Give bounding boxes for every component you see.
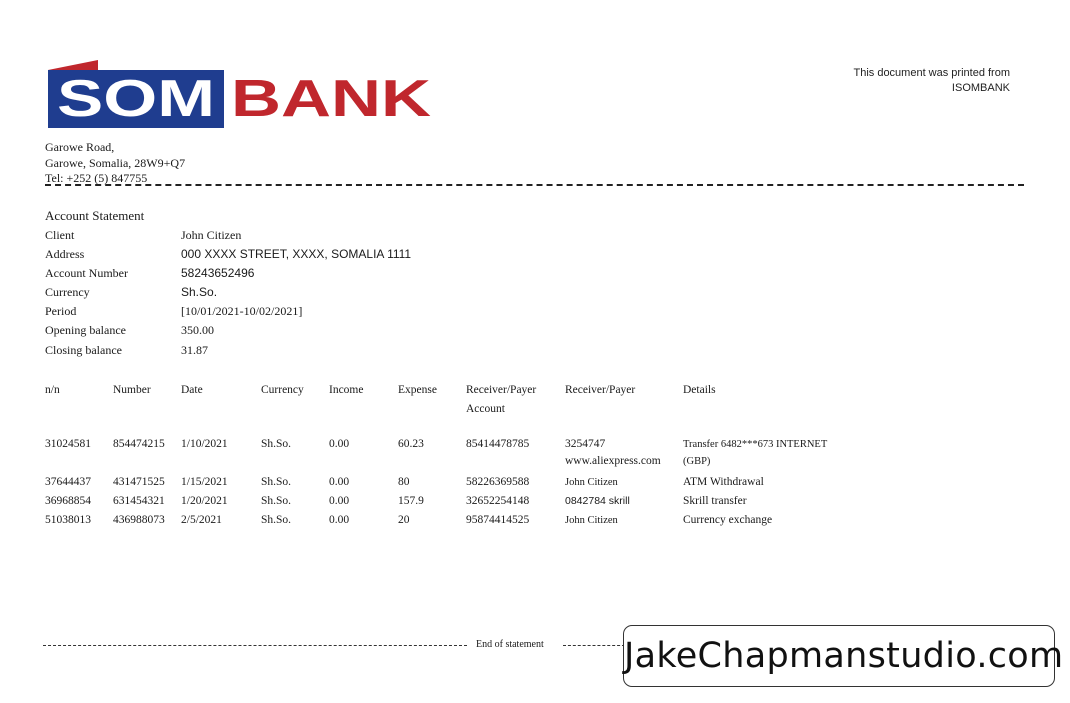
cell-details: Currency exchange (683, 514, 773, 526)
cell-payer: John Citizen (565, 515, 618, 526)
cell-expense: 60.23 (398, 438, 424, 450)
cell-account: 85414478785 (466, 438, 530, 450)
cell-number: 431471525 (113, 476, 165, 488)
sombank-logo (46, 58, 436, 130)
info-label: Closing balance (45, 343, 122, 357)
cell-payer-line2: www.aliexpress.com (565, 455, 661, 467)
cell-details: ATM Withdrawal (683, 476, 764, 488)
info-value: Sh.So. (181, 285, 218, 299)
cell-number: 631454321 (113, 495, 165, 507)
watermark-badge: JakeChapmanstudio.com (623, 625, 1055, 687)
address-tel: Tel: +252 (5) 847755 (45, 171, 148, 185)
cell-nn: 51038013 (45, 514, 91, 526)
col-header-expense: Expense (398, 384, 437, 396)
cell-income: 0.00 (329, 476, 350, 488)
cell-details-line1: Transfer 6482***673 INTERNET (683, 439, 828, 450)
info-label: Period (45, 304, 77, 318)
col-header-income: Income (329, 384, 364, 396)
cell-date: 2/5/2021 (181, 514, 222, 526)
info-value: [10/01/2021-10/02/2021] (181, 304, 303, 318)
printed-note-line2: ISOMBANK (951, 82, 1010, 94)
info-label: Account Number (45, 266, 128, 280)
statement-title: Account Statement (45, 208, 145, 223)
cell-payer: John Citizen (565, 477, 618, 488)
info-label: Address (45, 247, 85, 261)
col-header-currency: Currency (261, 384, 304, 396)
info-value: 58243652496 (181, 266, 255, 280)
col-header-nn: n/n (45, 384, 60, 396)
cell-account: 32652254148 (466, 495, 530, 507)
info-value: 000 XXXX STREET, XXXX, SOMALIA 1111 (181, 247, 412, 261)
cell-details (683, 436, 827, 470)
footer-divider-right (563, 645, 625, 646)
cell-payer: 0842784 skrill (565, 495, 630, 507)
header-divider (45, 184, 1024, 186)
cell-account: 95874414525 (466, 514, 530, 526)
col-header-account (466, 381, 536, 419)
printed-note-line1: This document was printed from (853, 67, 1010, 79)
info-label: Currency (45, 285, 90, 299)
info-label: Opening balance (45, 323, 126, 337)
cell-expense: 20 (398, 514, 410, 526)
footer-divider-left (43, 645, 467, 646)
col-header-payer: Receiver/Payer (565, 384, 636, 396)
end-of-statement-label: End of statement (476, 639, 544, 650)
col-header-details: Details (683, 384, 716, 396)
cell-date: 1/10/2021 (181, 438, 228, 450)
info-label: Client (45, 228, 75, 242)
cell-details: Skrill transfer (683, 495, 747, 507)
cell-income: 0.00 (329, 495, 350, 507)
cell-nn: 36968854 (45, 495, 91, 507)
address-line1: Garowe Road, (45, 140, 115, 154)
cell-currency: Sh.So. (261, 476, 292, 488)
svg-text:BANK: BANK (231, 70, 432, 128)
bank-address (45, 140, 185, 187)
cell-payer-line1: 3254747 (565, 438, 606, 450)
cell-number: 436988073 (113, 514, 165, 526)
cell-date: 1/15/2021 (181, 476, 228, 488)
cell-account: 58226369588 (466, 476, 530, 488)
info-value: 350.00 (181, 323, 214, 337)
cell-date: 1/20/2021 (181, 495, 228, 507)
cell-nn: 31024581 (45, 438, 91, 450)
col-header-account-line2: Account (466, 403, 505, 415)
cell-nn: 37644437 (45, 476, 91, 488)
cell-payer (565, 436, 661, 470)
info-value: 31.87 (181, 343, 208, 357)
address-line2: Garowe, Somalia, 28W9+Q7 (45, 155, 186, 170)
cell-currency: Sh.So. (261, 438, 292, 450)
cell-income: 0.00 (329, 438, 350, 450)
cell-currency: Sh.So. (261, 495, 292, 507)
cell-expense: 157.9 (398, 495, 424, 507)
cell-number: 854474215 (113, 438, 165, 450)
col-header-number: Number (113, 384, 151, 396)
printed-note (853, 66, 1010, 96)
svg-text:SOM: SOM (57, 70, 215, 128)
info-value: John Citizen (181, 228, 242, 242)
cell-details-line2: (GBP) (683, 456, 711, 467)
col-header-account-line1: Receiver/Payer (466, 384, 537, 396)
cell-expense: 80 (398, 476, 410, 488)
cell-income: 0.00 (329, 514, 350, 526)
cell-currency: Sh.So. (261, 514, 292, 526)
col-header-date: Date (181, 384, 203, 396)
